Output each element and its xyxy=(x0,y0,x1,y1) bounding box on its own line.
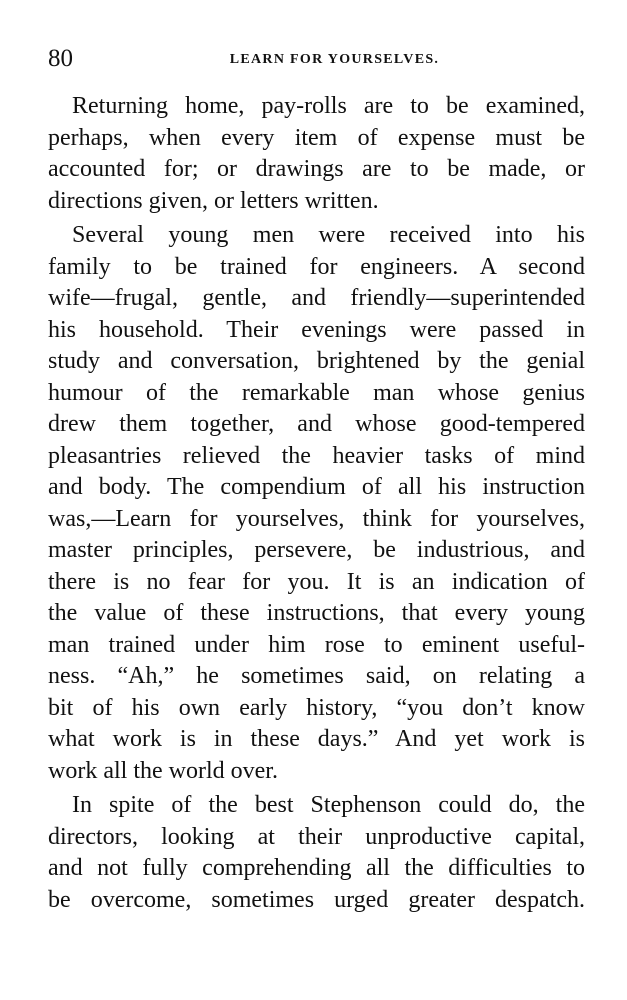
page-number: 80 xyxy=(48,45,73,72)
body-text xyxy=(48,91,585,916)
text-line: work all the world over. xyxy=(48,757,278,784)
text-line: humour of the remarkable man whose genius xyxy=(48,379,585,406)
text-line: directions given, or letters written. xyxy=(48,187,379,214)
paragraph-3 xyxy=(48,790,585,916)
page-header xyxy=(48,44,585,74)
paragraph-2 xyxy=(48,220,585,787)
text-line: man trained under him rose to eminent useful- xyxy=(48,631,585,658)
text-line: perhaps, when every item of expense must be xyxy=(48,124,585,151)
text-line: accounted for; or drawings are to be made, or xyxy=(48,156,585,182)
text-line: directors, looking at their unproductive capital, xyxy=(48,823,585,850)
text-line: pleasantries relieved the heavier tasks of mind xyxy=(48,442,585,469)
text-line: was,—Learn for yourselves, think for yourselves, xyxy=(48,505,585,532)
text-line: Returning home, pay-rolls are to be examined, xyxy=(72,93,585,119)
text-line: the value of these instructions, that every young xyxy=(48,600,585,626)
text-line: his household. Their evenings were passed in xyxy=(48,316,585,343)
text-line: family to be trained for engineers. A second xyxy=(48,253,585,280)
text-line: and not fully comprehending all the difficulties to xyxy=(48,855,585,881)
running-head: LEARN FOR YOURSELVES. xyxy=(229,52,440,67)
text-line: Several young men were received into his xyxy=(72,222,585,248)
text-line: ness. “Ah,” he sometimes said, on relating a xyxy=(48,663,585,689)
text-line: bit of his own early history, “you don’t know xyxy=(48,694,585,721)
text-line: master principles, persevere, be industrious, and xyxy=(48,537,585,563)
paragraph-1 xyxy=(48,91,585,217)
text-line: what work is in these days.” And yet work is xyxy=(48,726,585,752)
text-line: and body. The compendium of all his instruction xyxy=(48,474,585,500)
text-line: In spite of the best Stephenson could do, the xyxy=(72,792,585,818)
text-line: study and conversation, brightened by the genial xyxy=(48,348,585,374)
text-line: drew them together, and whose good-tempered xyxy=(48,411,585,437)
text-line: there is no fear for you. It is an indication of xyxy=(48,568,585,595)
text-line: wife—frugal, gentle, and friendly—superintended xyxy=(48,285,585,311)
text-line: be overcome, sometimes urged greater despatch. xyxy=(48,886,585,913)
